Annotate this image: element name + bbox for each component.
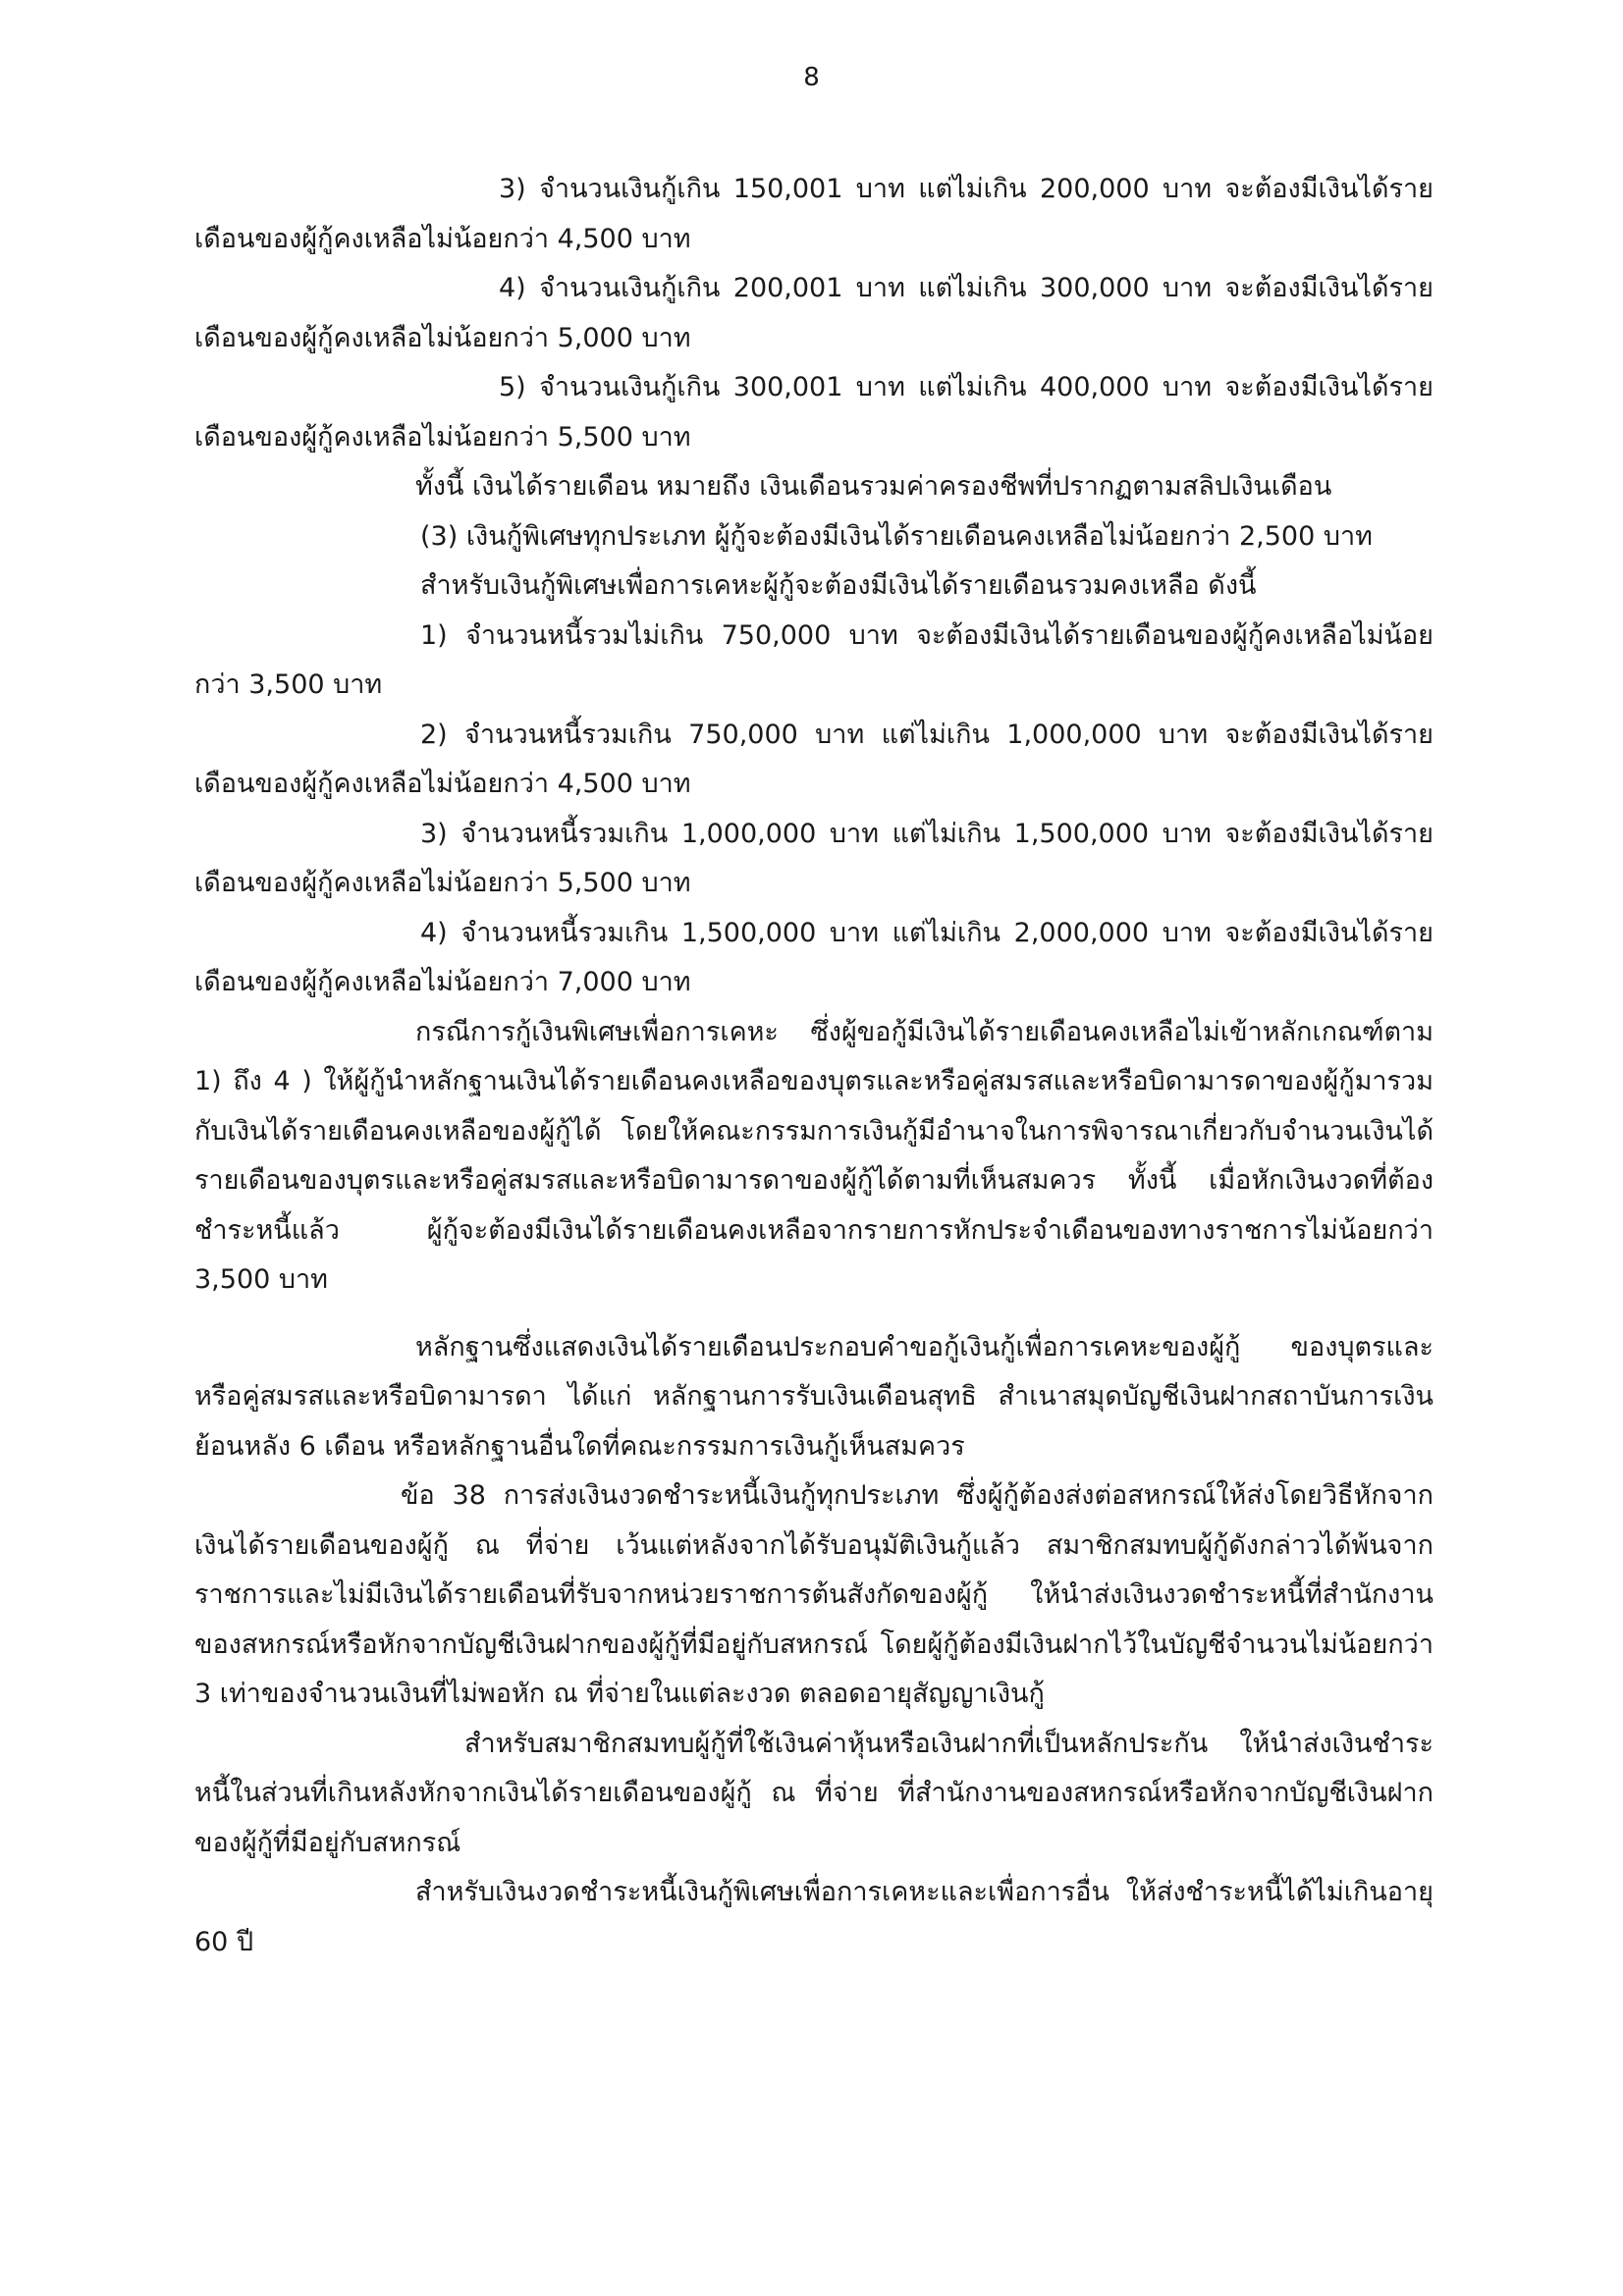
- paragraph-collateral-payment: สำหรับสมาชิกสมทบผู้กู้ที่ใช้เงินค่าหุ้นหรือเงินฝากที่เป็นหลักประกัน ให้นำส่งเงินชำระหนี้ในส่วนที่เกินหลังหักจากเงินได้รายเดือนของผู้กู้ ณ ที่จ่าย ที่สำนักงานของสหกรณ์หรือหักจากบัญชีเงินฝากของผู้กู้ที่มีอยู่กับสหกรณ์: [194, 1728, 1434, 1858]
- page-number: 8: [803, 63, 820, 92]
- paragraph-repayment-age-limit: สำหรับเงินงวดชำระหนี้เงินกู้พิเศษเพื่อการเคหะและเพื่อการอื่น ให้ส่งชำระหนี้ได้ไม่เกินอายุ 60 ปี: [194, 1877, 1434, 1957]
- paragraph-article-38: ข้อ 38 การส่งเงินงวดชำระหนี้เงินกู้ทุกประเภท ซึ่งผู้กู้ต้องส่งต่อสหกรณ์ให้ส่งโดยวิธีหักจากเงินได้รายเดือนของผู้กู้ ณ ที่จ่าย เว้นแต่หลังจากได้รับอนุมัติเงินกู้แล้ว สมาชิกสมทบผู้กู้ดังกล่าวได้พ้นจากราชการและไม่มีเงินได้รายเดือนที่รับจากหน่วยราชการต้นสังกัดของผู้กู้ ให้นำส่งเงินงวดชำระหนี้ที่สำนักงานของสหกรณ์หรือหักจากบัญชีเงินฝากของผู้กู้ที่มีอยู่กับสหกรณ์ โดยผู้กู้ต้องมีเงินฝากไว้ในบัญชีจำนวนไม่น้อยกว่า 3 เท่าของจำนวนเงินที่ไม่พอหัก ณ ที่จ่ายในแต่ละงวด ตลอดอายุสัญญาเงินกู้: [194, 1480, 1434, 1709]
- paragraph-loan-tier-4: 4) จำนวนเงินกู้เกิน 200,001 บาท แต่ไม่เกิน 300,000 บาท จะต้องมีเงินได้รายเดือนของผู้กู้คงเหลือไม่น้อยกว่า 5,000 บาท: [194, 273, 1434, 353]
- paragraph-housing-loan-intro: สำหรับเงินกู้พิเศษเพื่อการเคหะผู้กู้จะต้องมีเงินได้รายเดือนรวมคงเหลือ ดังนี้: [420, 570, 1257, 601]
- paragraph-special-loan-minimum: (3) เงินกู้พิเศษทุกประเภท ผู้กู้จะต้องมีเงินได้รายเดือนคงเหลือไม่น้อยกว่า 2,500 บาท: [420, 520, 1373, 552]
- paragraph-housing-exception: กรณีการกู้เงินพิเศษเพื่อการเคหะ ซึ่งผู้ขอกู้มีเงินได้รายเดือนคงเหลือไม่เข้าหลักเกณฑ์ตาม 1) ถึง 4 ) ให้ผู้กู้นำหลักฐานเงินได้รายเดือนคงเหลือของบุตรและหรือคู่สมรสและหรือบิดามารดาของผู้กู้มารวมกับเงินได้รายเดือนคงเหลือของผู้กู้ได้ โดยให้คณะกรรมการเงินกู้มีอำนาจในการพิจารณาเกี่ยวกับจำนวนเงินได้รายเดือนของบุตรและหรือคู่สมรสและหรือบิดามารดาของผู้กู้ได้ตามที่เห็นสมควร ทั้งนี้ เมื่อหักเงินงวดที่ต้องชำระหนี้แล้ว ผู้กู้จะต้องมีเงินได้รายเดือนคงเหลือจากรายการหักประจำเดือนของทางราชการไม่น้อยกว่า 3,500 บาท: [194, 1016, 1434, 1295]
- document-body: [194, 165, 1434, 1967]
- paragraph-loan-tier-5: 5) จำนวนเงินกู้เกิน 300,001 บาท แต่ไม่เกิน 400,000 บาท จะต้องมีเงินได้รายเดือนของผู้กู้คงเหลือไม่น้อยกว่า 5,500 บาท: [194, 372, 1434, 453]
- paragraph-housing-tier-3: 3) จำนวนหนี้รวมเกิน 1,000,000 บาท แต่ไม่เกิน 1,500,000 บาท จะต้องมีเงินได้รายเดือนของผู้กู้คงเหลือไม่น้อยกว่า 5,500 บาท: [194, 818, 1434, 898]
- paragraph-income-evidence: หลักฐานซึ่งแสดงเงินได้รายเดือนประกอบคำขอกู้เงินกู้เพื่อการเคหะของผู้กู้ ของบุตรและหรือคู่สมรสและหรือบิดามารดา ได้แก่ หลักฐานการรับเงินเดือนสุทธิ สำเนาสมุดบัญชีเงินฝากสถาบันการเงินย้อนหลัง 6 เดือน หรือหลักฐานอื่นใดที่คณะกรรมการเงินกู้เห็นสมควร: [194, 1331, 1434, 1462]
- paragraph-housing-tier-1: 1) จำนวนหนี้รวมไม่เกิน 750,000 บาท จะต้องมีเงินได้รายเดือนของผู้กู้คงเหลือไม่น้อยกว่า 3,500 บาท: [194, 619, 1434, 700]
- paragraph-loan-tier-3: 3) จำนวนเงินกู้เกิน 150,001 บาท แต่ไม่เกิน 200,000 บาท จะต้องมีเงินได้รายเดือนของผู้กู้คงเหลือไม่น้อยกว่า 4,500 บาท: [194, 174, 1434, 254]
- paragraph-housing-tier-4: 4) จำนวนหนี้รวมเกิน 1,500,000 บาท แต่ไม่เกิน 2,000,000 บาท จะต้องมีเงินได้รายเดือนของผู้กู้คงเหลือไม่น้อยกว่า 7,000 บาท: [194, 917, 1434, 997]
- paragraph-housing-tier-2: 2) จำนวนหนี้รวมเกิน 750,000 บาท แต่ไม่เกิน 1,000,000 บาท จะต้องมีเงินได้รายเดือนของผู้กู้คงเหลือไม่น้อยกว่า 4,500 บาท: [194, 719, 1434, 799]
- paragraph-income-definition: ทั้งนี้ เงินได้รายเดือน หมายถึง เงินเดือนรวมค่าครองชีพที่ปรากฏตามสลิปเงินเดือน: [415, 471, 1332, 502]
